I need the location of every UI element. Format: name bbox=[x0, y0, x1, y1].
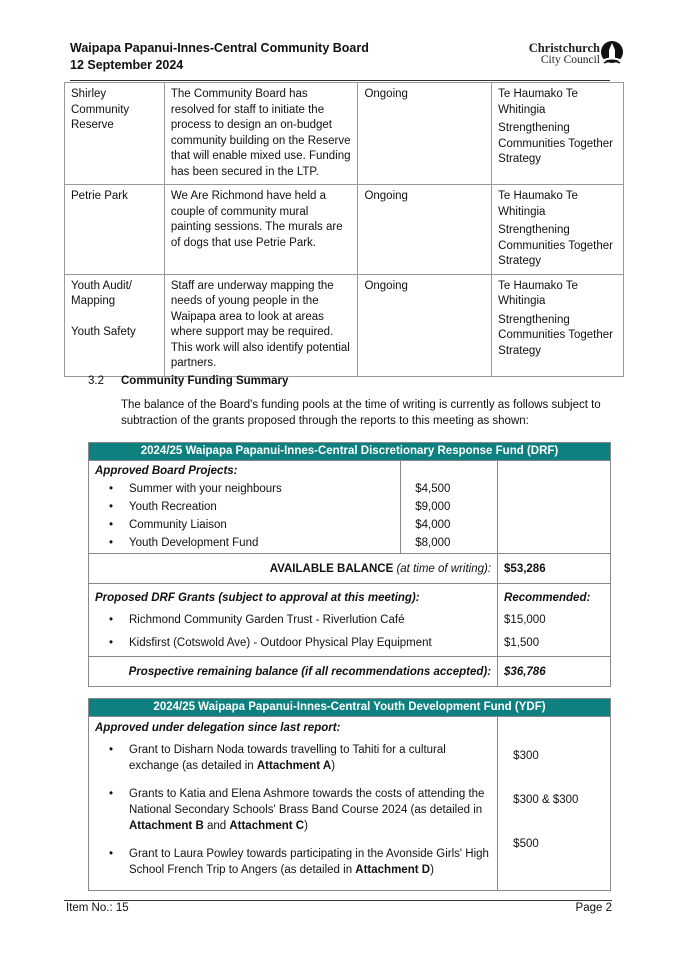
ydf-table bbox=[88, 698, 611, 891]
drf-table bbox=[88, 442, 611, 687]
recommended-heading: Recommended: bbox=[504, 592, 591, 604]
logo-line-1: Christchurch bbox=[528, 41, 600, 55]
logo-line-2: City Council bbox=[540, 54, 600, 66]
project-strategy-cell: Te Haumako Te Whitingia Strengthening Communities Together Strategy bbox=[492, 185, 624, 275]
project-name-cell: Shirley Community Reserve bbox=[65, 83, 165, 185]
section-paragraph: The balance of the Board's funding pools at the time of writing is currently as follows subject to subtraction of the grants proposed through the reports to this meeting as shown: bbox=[121, 399, 601, 427]
amount: $4,500 bbox=[415, 483, 451, 495]
header-rule bbox=[70, 80, 610, 81]
table-row bbox=[89, 554, 611, 584]
list-item: • Grant to Laura Powley towards participating in the Avonside Girls' High School French Trip to Angers (as detailed in Attachment D) bbox=[95, 846, 491, 878]
list-item: • Grant to Disharn Noda towards travelling to Tahiti for a cultural exchange (as detailed in Attachment A) bbox=[95, 742, 491, 774]
section-title: Community Funding Summary bbox=[121, 375, 289, 387]
ydf-amounts-cell bbox=[498, 717, 611, 891]
list-item: • Summer with your neighbours bbox=[95, 480, 394, 498]
approved-projects-cell bbox=[89, 461, 401, 554]
available-balance-value: $53,286 bbox=[498, 554, 611, 584]
table-row bbox=[89, 657, 611, 687]
table-row bbox=[89, 584, 611, 657]
council-logo bbox=[516, 40, 626, 70]
meeting-date: 12 September 2024 bbox=[70, 58, 184, 72]
project-description-cell: We Are Richmond have held a couple of community mural painting sessions. The murals are of dogs that use Petrie Park. bbox=[164, 185, 358, 275]
prospective-balance-value: $36,786 bbox=[498, 657, 611, 687]
recommended-cell bbox=[498, 584, 611, 657]
footer-rule bbox=[64, 900, 612, 901]
amount: $9,000 bbox=[415, 501, 451, 513]
project-name-cell: Youth Audit/ Mapping Youth Safety bbox=[65, 274, 165, 376]
item-number: Item No.: 15 bbox=[66, 902, 129, 914]
approved-amounts-cell bbox=[401, 461, 498, 554]
prospective-balance-label: Prospective remaining balance (if all recommendations accepted): bbox=[89, 657, 498, 687]
table-row bbox=[65, 83, 624, 185]
ydf-grants-cell bbox=[89, 717, 498, 891]
available-balance-label: AVAILABLE BALANCE (at time of writing): bbox=[89, 554, 498, 584]
empty-cell bbox=[498, 461, 611, 554]
project-name-cell: Petrie Park bbox=[65, 185, 165, 275]
section-number: 3.2 bbox=[88, 375, 104, 387]
list-item: • Youth Recreation bbox=[95, 498, 394, 516]
ydf-title: 2024/25 Waipapa Papanui-Innes-Central Youth Development Fund (YDF) bbox=[89, 699, 611, 717]
amount: $1,500 bbox=[504, 637, 540, 649]
table-row bbox=[89, 461, 611, 554]
list-item: • Youth Development Fund bbox=[95, 534, 394, 552]
ydf-heading: Approved under delegation since last report: bbox=[95, 722, 341, 734]
board-name: Waipapa Papanui-Innes-Central Community Board bbox=[70, 41, 369, 55]
amount: $500 bbox=[513, 838, 539, 850]
approved-heading: Approved Board Projects: bbox=[95, 465, 238, 477]
amount: $15,000 bbox=[504, 614, 546, 626]
proposed-heading: Proposed DRF Grants (subject to approval at this meeting): bbox=[95, 592, 420, 604]
project-status-cell: Ongoing bbox=[358, 83, 492, 185]
project-status-cell: Ongoing bbox=[358, 185, 492, 275]
amount: $4,000 bbox=[415, 519, 451, 531]
project-strategy-cell: Te Haumako Te Whitingia Strengthening Communities Together Strategy bbox=[492, 274, 624, 376]
christchurch-cathedral-logo-icon bbox=[600, 40, 624, 66]
table-row bbox=[89, 717, 611, 891]
list-item: • Community Liaison bbox=[95, 516, 394, 534]
project-strategy-cell: Te Haumako Te Whitingia Strengthening Communities Together Strategy bbox=[492, 83, 624, 185]
project-description-cell: Staff are underway mapping the needs of young people in the Waipapa area to look at areas where support may be required. This work will also identify potential partners. bbox=[164, 274, 358, 376]
project-status-cell: Ongoing bbox=[358, 274, 492, 376]
page-header bbox=[70, 40, 610, 78]
project-description-cell: The Community Board has resolved for staff to initiate the process to design an on-budget community building on the Reserve that will enable mixed use. Funding has been secured in the LTP. bbox=[164, 83, 358, 185]
projects-table bbox=[64, 82, 624, 377]
list-item: • Richmond Community Garden Trust - Riverlution Café bbox=[95, 611, 491, 629]
list-item: • Grants to Katia and Elena Ashmore towards the costs of attending the National Secondary Schools' Brass Band Course 2024 (as detailed in Attachment B and Attachment C) bbox=[95, 786, 491, 834]
amount: $8,000 bbox=[415, 537, 451, 549]
amount: $300 & $300 bbox=[513, 794, 579, 806]
table-row bbox=[65, 185, 624, 275]
table-row bbox=[65, 274, 624, 376]
page-number: Page 2 bbox=[575, 902, 612, 914]
amount: $300 bbox=[513, 750, 539, 762]
list-item: • Kidsfirst (Cotswold Ave) - Outdoor Physical Play Equipment bbox=[95, 634, 491, 652]
drf-title: 2024/25 Waipapa Papanui-Innes-Central Discretionary Response Fund (DRF) bbox=[89, 443, 611, 461]
proposed-grants-cell bbox=[89, 584, 498, 657]
